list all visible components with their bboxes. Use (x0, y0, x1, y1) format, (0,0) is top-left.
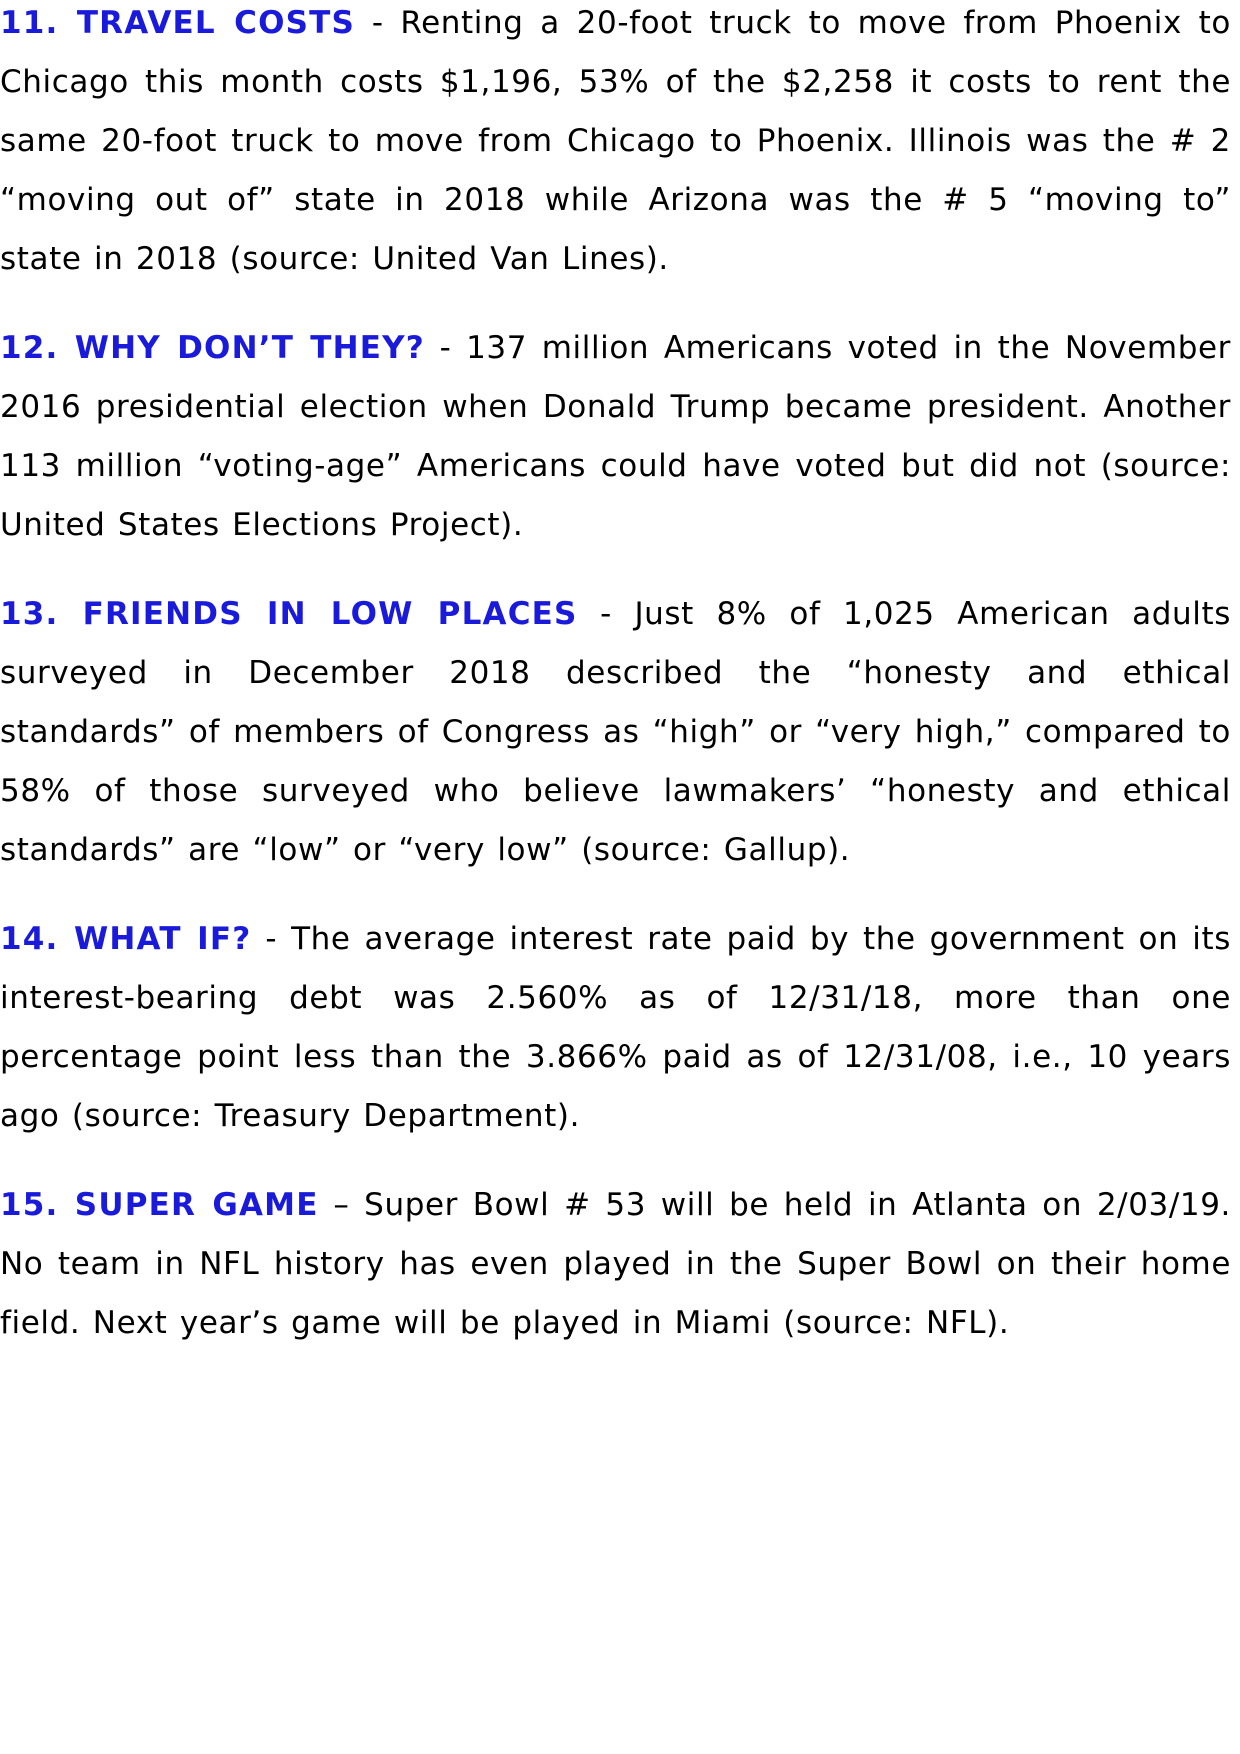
fact-heading: 15. SUPER GAME (0, 1187, 319, 1223)
fact-item-14 (0, 910, 1231, 1146)
fact-item-13 (0, 585, 1231, 880)
fact-body: - Renting a 20-foot truck to move from Phoenix to Chicago this month costs $1,196, 53% of the $2,258 it costs to rent the same 20-foot truck to move from Chicago to Phoenix. Illinois was the # 2 “moving out of” state in 2018 while Arizona was the # 5 “moving to” state in 2018 (source: United Van Lines). (0, 5, 1231, 277)
fact-body: - The average interest rate paid by the government on its interest-bearing debt was 2.560% as of 12/31/18, more than one percentage point less than the 3.866% paid as of 12/31/08, i.e., 10 years ago (source: Treasury Department). (0, 921, 1231, 1134)
fact-heading: 14. WHAT IF? (0, 921, 252, 957)
fact-heading: 12. WHY DON’T THEY? (0, 330, 425, 366)
fact-item-15 (0, 1176, 1231, 1353)
fact-item-12 (0, 319, 1231, 555)
fact-heading: 11. TRAVEL COSTS (0, 5, 356, 41)
fact-body: - Just 8% of 1,025 American adults surveyed in December 2018 described the “honesty and ethical standards” of members of Congress as “high” or “very high,” compared to 58% of those surveyed who believe lawmakers’ “honesty and ethical standards” are “low” or “very low” (source: Gallup). (0, 596, 1231, 868)
fact-item-11 (0, 0, 1231, 289)
fact-heading: 13. FRIENDS IN LOW PLACES (0, 596, 578, 632)
fact-body: – Super Bowl # 53 will be held in Atlanta on 2/03/19. No team in NFL history has even played in the Super Bowl on their home field. Next year’s game will be played in Miami (source: NFL). (0, 1187, 1232, 1341)
fact-body: - 137 million Americans voted in the November 2016 presidential election when Donald Trump became president. Another 113 million “voting-age” Americans could have voted but did not (source: United States Elections Project). (0, 330, 1231, 543)
